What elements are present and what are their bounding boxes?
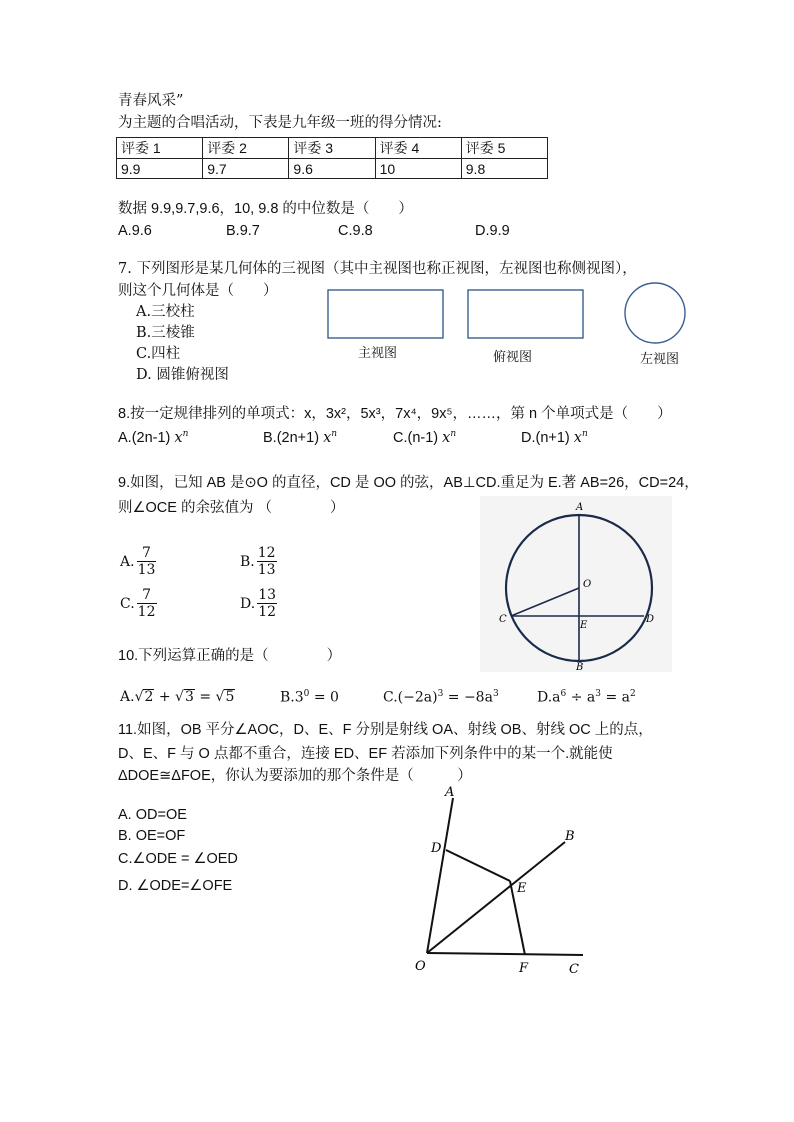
denominator: 12 — [258, 604, 277, 620]
q9-option-a — [120, 545, 156, 578]
q8-var: x — [323, 429, 332, 446]
fraction — [137, 545, 157, 578]
table-header-row — [117, 138, 548, 159]
numerator: 12 — [257, 545, 276, 561]
q8-stem: 8.按一定规律排列的单项式：x，3x²，5x³，7x⁴，9x⁵，……，第 n 个单项式是（ ） — [118, 406, 672, 422]
q11-option-b: B. OE=OF — [118, 828, 186, 844]
q6-option-d: D.9.9 — [475, 223, 510, 239]
q7-line-2: 则这个几何体是（ ） — [118, 283, 278, 299]
fraction — [137, 587, 157, 620]
q9-option-letter: D. — [240, 595, 256, 612]
q9-option-c — [120, 587, 157, 620]
q9-line-1: 9.如图，已知 AB 是⊙O 的直径，CD 是 OO 的弦，AB⊥CD.重足为 E.著 AB=26，CD=24， — [118, 475, 699, 491]
radicand: 3 — [184, 689, 194, 705]
q10-option-c-rest: = −8a — [447, 689, 493, 706]
side-view-circle — [625, 283, 685, 343]
label-e: E — [580, 620, 588, 631]
table-cell: 9.9 — [117, 159, 203, 179]
q9-line-2: 则∠OCE 的余弦值为 （ ） — [118, 500, 345, 516]
q10-option-b — [280, 689, 339, 706]
q10-option-d-rest: = a — [605, 689, 630, 706]
q10-option-a — [120, 689, 235, 706]
q9-option-d — [240, 587, 277, 620]
table-cell: 9.8 — [461, 159, 547, 179]
q6-option-c: C.9.8 — [338, 223, 373, 239]
q11-option-d: D. ∠ODE=∠OFE — [118, 878, 233, 894]
sqrt-symbol: √ — [134, 689, 144, 705]
numerator: 13 — [258, 587, 277, 603]
table-header-cell: 评委 5 — [461, 138, 547, 159]
q7-option-d: D. 圆锥俯视图 — [136, 367, 229, 383]
q7-option-a: A.三校柱 — [136, 304, 195, 320]
q10-option-b-base: B.3 — [280, 689, 304, 706]
label-d: D — [646, 614, 655, 625]
intro-line-1: 青春风采” — [118, 93, 184, 109]
q6-stem: 数据 9.9,9.7,9.6，10, 9.8 的中位数是（ ） — [118, 201, 413, 217]
q11-line-3: ΔDOE≅ΔFOE，你认为要添加的那个条件是（ ） — [118, 768, 472, 784]
q10-option-d-exp2: 3 — [595, 689, 601, 699]
q7-line-1: 7. 下列图形是某几何体的三视图（其中主视图也称正视图，左视图也称侧视图）， — [118, 261, 637, 277]
radicand: 5 — [225, 689, 235, 705]
q10-option-b-rest: = 0 — [313, 689, 339, 706]
q10-option-d-base: D.a — [537, 689, 561, 706]
q10-option-c-base: C.(−2a) — [383, 689, 438, 706]
label-b: B — [576, 662, 584, 672]
label-c: C — [569, 962, 579, 977]
q8-option-a-coef: A.(2n-1) — [118, 429, 171, 446]
label-b: B — [565, 829, 575, 844]
q11-line-1: 11.如图，OB 平分∠AOC，D、E、F 分别是射线 OA、射线 OB、射线 OC 上的点， — [118, 722, 653, 738]
circle-figure — [480, 496, 672, 672]
intro-line-2: 为主题的合唱活动，下表是九年级一班的得分情况: — [118, 115, 442, 131]
q10-option-d-exp3: 2 — [629, 689, 636, 699]
numerator: 7 — [137, 545, 157, 562]
q8-option-b-coef: B.(2n+1) — [263, 429, 320, 446]
label-a: A — [576, 502, 584, 513]
angle-bisector-figure — [405, 780, 595, 980]
figure-background — [480, 496, 672, 672]
label-o: O — [583, 579, 592, 590]
q8-option-a — [118, 429, 188, 447]
label-f: F — [519, 961, 529, 976]
table-header-cell: 评委 1 — [117, 138, 203, 159]
q8-exp: n — [331, 429, 338, 439]
q8-option-d — [521, 429, 588, 447]
sqrt-symbol: √ — [175, 689, 184, 705]
q10-option-a-letter: A. — [120, 689, 135, 705]
q9-option-letter: A. — [120, 553, 135, 570]
q8-var: x — [442, 429, 451, 446]
q10-option-d — [537, 689, 636, 706]
front-view-label: 主视图 — [358, 346, 398, 361]
table-row — [117, 159, 548, 179]
q10-option-c — [383, 689, 499, 706]
q8-option-c-coef: C.(n-1) — [393, 429, 439, 446]
denominator: 12 — [137, 604, 156, 620]
sqrt-symbol: √ — [215, 689, 225, 705]
q8-var: x — [174, 429, 183, 446]
segment-de — [446, 850, 510, 881]
q11-line-2: D、E、F 与 O 点都不重合，连接 ED、EF 若添加下列条件中的某一个.就能使 — [118, 746, 613, 762]
table-header-cell: 评委 4 — [375, 138, 461, 159]
top-view-label: 俯视图 — [493, 350, 533, 365]
fraction — [257, 587, 277, 620]
q10-option-c-exp: 3 — [437, 689, 444, 699]
label-o: O — [415, 959, 426, 974]
q6-option-b: B.9.7 — [226, 223, 260, 239]
label-a: A — [445, 785, 455, 800]
table-cell: 10 — [375, 159, 461, 179]
q10-option-d-mid: ÷ a — [570, 689, 596, 706]
q8-option-b — [263, 429, 337, 447]
front-view-rect — [328, 290, 443, 338]
plus-sign: + — [158, 689, 171, 705]
table-header-cell: 评委 2 — [203, 138, 289, 159]
q10-stem: 10.下列运算正确的是（ ） — [118, 648, 342, 664]
q8-var: x — [573, 429, 582, 446]
q8-exp: n — [182, 429, 189, 439]
table-cell: 9.7 — [203, 159, 289, 179]
denominator: 13 — [257, 562, 276, 578]
ray-oc — [427, 953, 583, 955]
q11-option-c: C.∠ODE = ∠OED — [118, 851, 238, 867]
q8-option-c — [393, 429, 456, 447]
label-e: E — [517, 881, 527, 896]
ray-ob — [427, 842, 565, 953]
radicand: 2 — [144, 689, 154, 705]
q8-exp: n — [581, 429, 588, 439]
q10-option-c-exp2: 3 — [492, 689, 499, 699]
q8-option-d-coef: D.(n+1) — [521, 429, 570, 446]
label-d: D — [431, 841, 442, 856]
denominator: 13 — [137, 562, 156, 578]
q9-option-b — [240, 545, 277, 578]
table-cell: 9.6 — [289, 159, 375, 179]
label-c: C — [499, 614, 507, 625]
ray-oa — [427, 798, 453, 953]
q6-option-a: A.9.6 — [118, 223, 152, 239]
q7-option-b: B.三棱锥 — [136, 325, 195, 341]
q11-option-a: A. OD=OE — [118, 807, 187, 823]
side-view-label: 左视图 — [640, 352, 680, 367]
fraction — [257, 545, 277, 578]
q7-option-c: C.四柱 — [136, 346, 181, 362]
q10-option-d-exp: 6 — [560, 689, 567, 699]
q8-exp: n — [450, 429, 457, 439]
score-table — [116, 137, 548, 179]
equals-sign: = — [199, 689, 212, 705]
table-header-cell: 评委 3 — [289, 138, 375, 159]
numerator: 7 — [137, 587, 157, 604]
top-view-rect — [468, 290, 583, 338]
q9-option-letter: B. — [240, 553, 255, 570]
q10-option-b-exp: 0 — [303, 689, 310, 699]
q9-option-letter: C. — [120, 595, 135, 612]
